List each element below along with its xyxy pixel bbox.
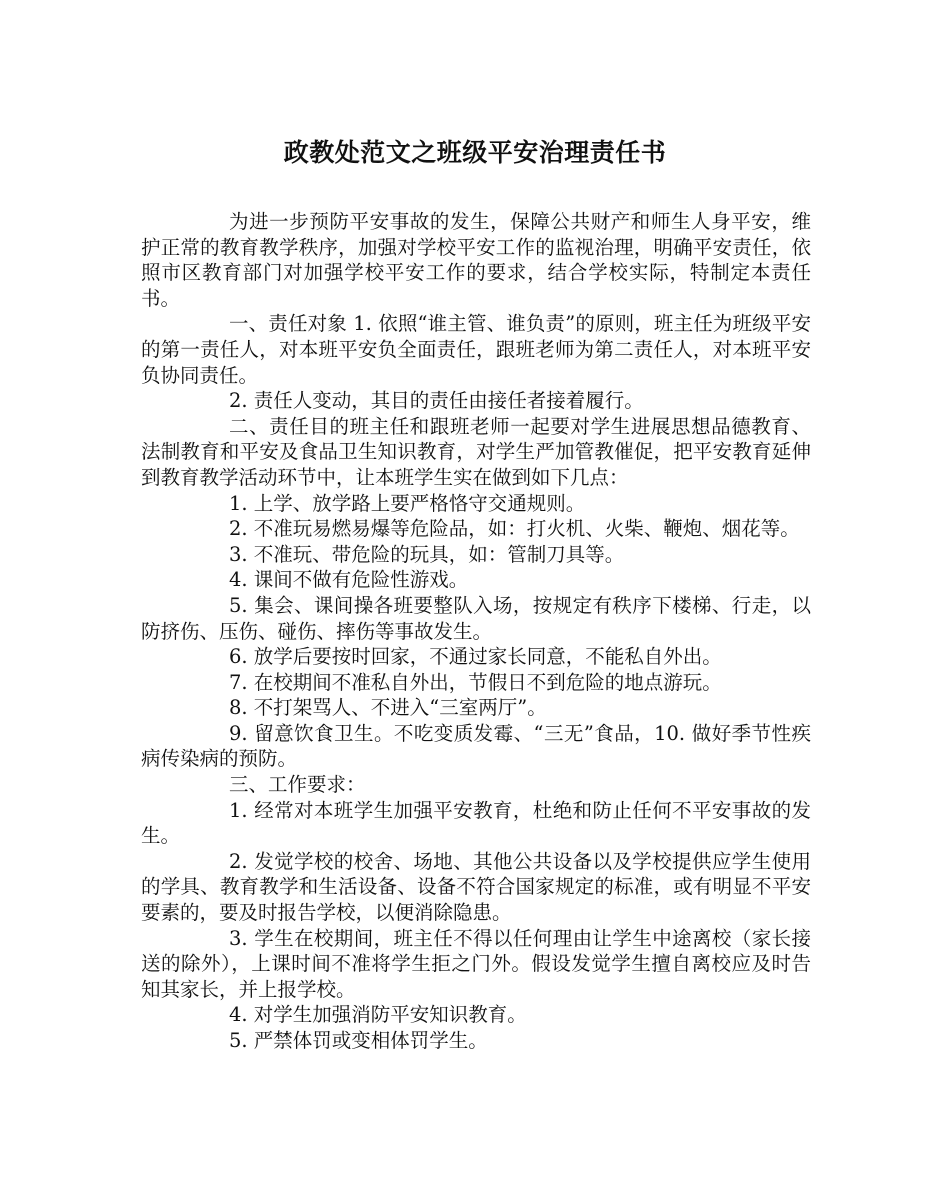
goal-item-1: 1. 上学、放学路上要严格恪守交通规则。 — [229, 491, 586, 515]
document-title: 政教处范文之班级平安治理责任书 — [283, 138, 667, 167]
goal-item-2: 2. 不准玩易燃易爆等危险品，如：打火机、火柴、鞭炮、烟花等。 — [229, 517, 800, 541]
goal-item-8: 8. 不打架骂人、不进入“三室两厅”。 — [229, 696, 547, 720]
section-1-responsibility-object: 一、责任对象 1. 依照“谁主管、谁负责”的原则，班主任为班级平安的第一责任人，对本班平安负全面责任，跟班老师为第二责任人，对本班平安负协同责任。 — [141, 312, 811, 387]
intro-paragraph: 为进一步预防平安事故的发生，保障公共财产和师生人身平安，维护正常的教育教学秩序，加强对学校平安工作的监视治理，明确平安责任，依照市区教育部门对加强学校平安工作的要求，结合学校实际，特制定本责任书。 — [141, 210, 811, 310]
document-body — [141, 209, 811, 1054]
requirement-item-3: 3. 学生在校期间，班主任不得以任何理由让学生中途离校（家长接送的除外），上课时间不准将学生拒之门外。假设发觉学生擅自离校应及时告知其家长，并上报学校。 — [141, 926, 811, 1001]
goal-item-5: 5. 集会、课间操各班要整队入场，按规定有秩序下楼梯、行走，以防挤伤、压伤、碰伤、摔伤等事故发生。 — [141, 593, 811, 643]
requirement-item-2: 2. 发觉学校的校舍、场地、其他公共设备以及学校提供应学生使用的学具、教育教学和生活设备、设备不符合国家规定的标准，或有明显不平安要素的，要及时报告学校，以便消除隐患。 — [141, 849, 811, 925]
requirement-item-5: 5. 严禁体罚或变相体罚学生。 — [229, 1029, 488, 1052]
requirement-item-1: 1. 经常对本班学生加强平安教育，杜绝和防止任何不平安事故的发生。 — [141, 798, 811, 848]
goal-item-9-10: 9. 留意饮食卫生。不吃变质发霉、“三无”食品，10. 做好季节性疾病传染病的预防。 — [141, 721, 811, 771]
goal-item-6: 6. 放学后要按时回家，不通过家长同意，不能私自外出。 — [229, 645, 722, 669]
goal-item-7: 7. 在校期间不准私自外出，节假日不到危险的地点游玩。 — [229, 670, 722, 694]
goal-item-4: 4. 课间不做有危险性游戏。 — [229, 568, 469, 592]
goal-item-3: 3. 不准玩、带危险的玩具，如：管制刀具等。 — [229, 542, 625, 566]
requirement-item-4: 4. 对学生加强消防平安知识教育。 — [229, 1003, 527, 1027]
section-1-item-2: 2. 责任人变动，其目的责任由接任者接着履行。 — [229, 389, 644, 413]
section-2-responsibility-goal: 二、责任目的班主任和跟班老师一起要对学生进展思想品德教育、法制教育和平安及食品卫生知识教育，对学生严加管教催促，把平安教育延伸到教育教学活动环节中，让本班学生实在做到如下几点： — [141, 414, 811, 489]
section-3-heading: 三、工作要求： — [229, 773, 366, 797]
